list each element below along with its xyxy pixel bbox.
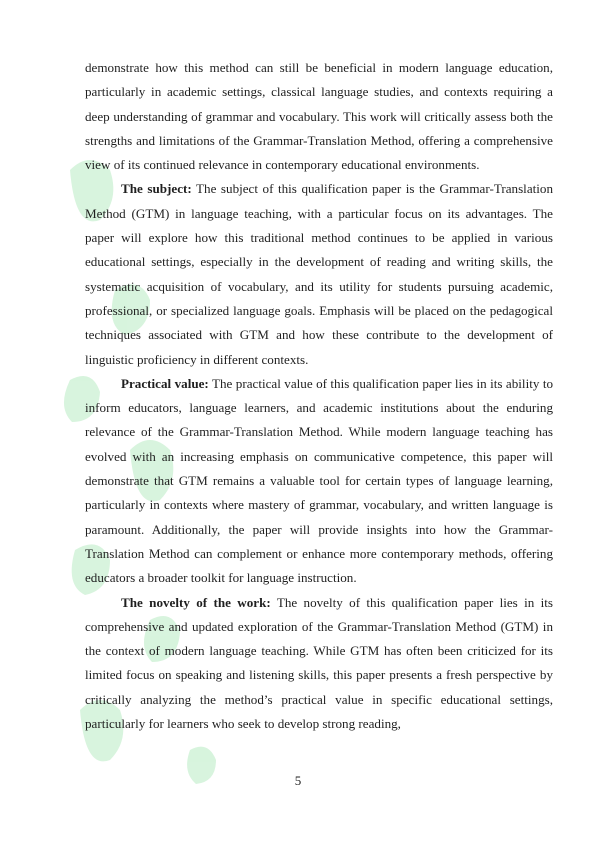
paragraph-practical-value <box>85 372 553 591</box>
paragraph-lead-subject: The subject: <box>121 181 192 197</box>
body-text <box>85 56 553 736</box>
paragraph-text: The novelty of this qualification paper lies in its comprehensive and updated exploration of the Grammar-Translation Method (GTM) in the context of modern language teaching. While GTM has often been criticized for its limited focus on speaking and listening skills, this paper presents a fresh perspective by critically analyzing the method’s practical value in specific educational settings, particularly for learners who seek to develop strong reading, <box>85 594 553 732</box>
paragraph-novelty <box>85 591 553 737</box>
paragraph-text: The subject of this qualification paper is the Grammar-Translation Method (GTM) in language teaching, with a particular focus on its advantages. The paper will explore how this traditional method continues to be applied in various educational settings, especially in the development of reading and writing skills, the systematic acquisition of vocabulary, and its utility for students pursuing academic, professional, or specialized language goals. Emphasis will be placed on the pedagogical techniques associated with GTM and how these contribute to the development of linguistic proficiency in different contexts. <box>85 181 553 367</box>
page-number: 5 <box>294 773 302 788</box>
paragraph-lead-practical-value: Practical value: <box>121 375 209 391</box>
paragraph-subject <box>85 177 553 371</box>
paragraph-text: The practical value of this qualification paper lies in its ability to inform educators, language learners, and academic institutions about the enduring relevance of the Grammar-Translation Method. While modern language teaching has evolved with an increasing emphasis on communicative competence, this paper will demonstrate that GTM remains a valuable tool for certain types of language learning, particularly in contexts where mastery of grammar, vocabulary, and written language is paramount. Additionally, the paper will provide insights into how the Grammar-Translation Method can complement or enhance more contemporary methods, offering educators a broader toolkit for language instruction. <box>85 375 554 586</box>
paragraph-lead-novelty: The novelty of the work: <box>121 594 271 610</box>
paragraph-intro-continuation <box>85 56 553 177</box>
paragraph-text: demonstrate how this method can still be beneficial in modern language education, particularly in academic settings, classical language studies, and contexts requiring a deep understanding of grammar and vocabulary. This work will critically assess both the strengths and limitations of the Grammar-Translation Method, offering a comprehensive view of its continued relevance in contemporary educational environments. <box>85 60 553 173</box>
